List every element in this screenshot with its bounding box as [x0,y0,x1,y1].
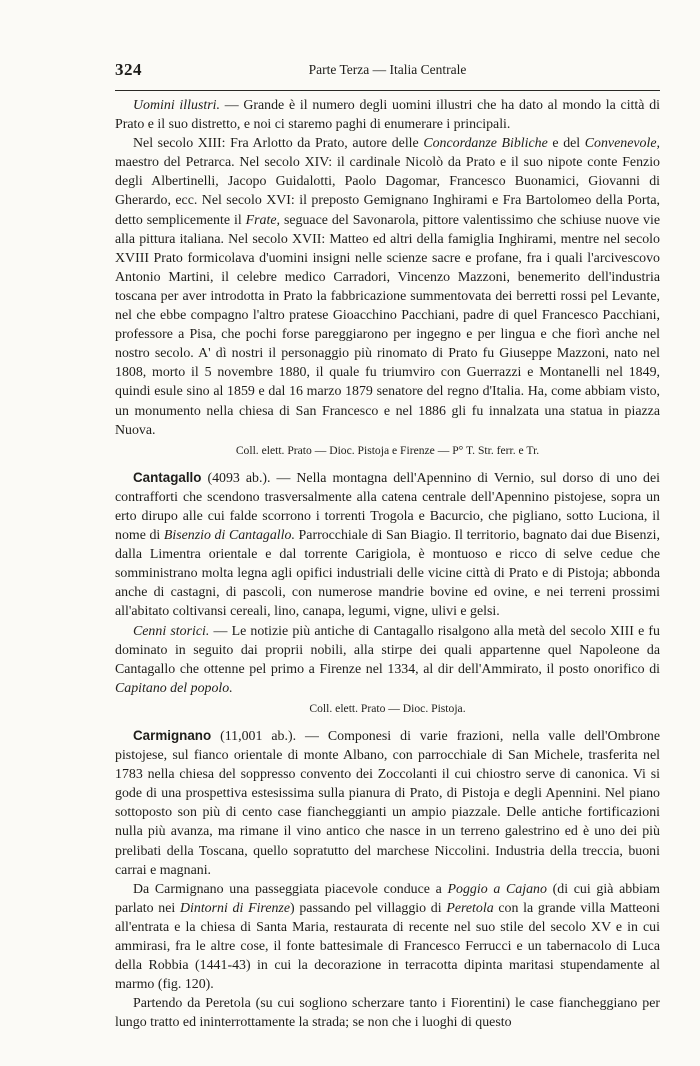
entry-carmignano [115,726,660,880]
italic-title: Dintorni di Firenze [179,900,291,916]
italic-title: Poggio a Cajano [447,881,547,897]
paragraph-text: — Le notizie più antiche di Cantagallo risalgono alla metà del secolo XIII e fu dominato in seguito dai proprii nobili, alla stirpe dei quali appartenne quel Napoleone da Cantagallo che ottenne pel primo a Firenze nel 1334, al dir dell'Ammirato, il posto onorifico di [115,623,660,677]
paragraph-text: (di cui già abbiam parlato nei [115,881,660,916]
paragraph-text: (4093 ab.). — Nella montagna dell'Apennino di Vernio, sul dorso di uno dei contrafforti che scendono trasversalmente alla catena centrale dell'Apennino pistojese, sopra un erto dirupo alle cui falde scorrono i torrenti Trogola e Bacurcio, che pigliano, sotto Luciona, il nome di [115,470,660,544]
section-heading: Uomini illustri. [133,98,220,113]
paragraph-text: — Grande è il numero degli uomini illustri che ha dato al mondo la città di Prato e il suo distretto, e noi ci staremo paghi di enumerare i principali. [115,98,660,133]
paragraph-text: Parrocchiale di San Biagio. Il territorio, bagnato dai due Bisenzi, dalla Limentra orientale e dal torrente Carigiola, è montuoso e ricco di selve cedue che somministrano molta legna agli opifici industriali delle vicine città di Prato e di Pistoja; abbonda anche di castagni, di pascoli, con numerose mandrie bovine ed ovine, e nei terreni prossimi all'abitato coltivansi cereali, lino, canapa, legumi, vigne, ulivi e gelsi. [115,528,660,620]
paragraph-uomini-illustri [115,96,660,134]
paragraph-text: Nel secolo XIII: Fra Arlotto da Prato, autore delle [133,136,424,152]
italic-title: Convenevole, [584,136,660,152]
italic-title: Peretola [446,900,494,916]
section-heading: Cenni storici. [133,623,210,639]
running-head: Parte Terza — Italia Centrale [308,62,467,77]
paragraph-cenni-storici [115,622,660,698]
page-number: 324 [115,60,142,79]
paragraph-text: ) passando pel villaggio di [290,900,447,916]
entry-cantagallo [115,468,660,622]
italic-title: Bisenzio di Cantagallo. [163,528,295,544]
paragraph-text: con la grande villa Matteoni all'entrata e la chiesa di Santa Maria, restaurata di recente nel suo stile del secolo XV e in cui ammirasi, fra le altre cose, il fonte battesimale di Francesco Ferrucci e un tabernacolo di Luca della Robbia (1441-43) in cui la decorazione in terracotta dipinta maritasi stupendamente al marmo (fig. 120). [115,900,660,993]
italic-title: Concordanze Bibliche [423,136,548,152]
paragraph-peretola: Partendo da Peretola (su cui sogliono scherzare tanto i Fiorentini) le case fiancheggiano per lungo tratto ed ininterrottamente la strada; se non che i luoghi di questo [115,996,660,1031]
paragraph-text: e del [547,136,585,152]
electoral-info-prato: Coll. elett. Prato — Dioc. Pistoja e Firenze — P° T. Str. ferr. e Tr. [235,443,540,457]
paragraph-secoli [115,134,660,440]
paragraph-text: (11,001 ab.). — Componesi di varie frazioni, nella valle dell'Ombrone pistojese, sul fianco orientale di monte Albano, con parrocchiale di San Michele, trasferita nel 1783 nella chiesa del soppresso convento dei Zoccolanti il cui chiostro serve di canonica. Vi si gode di una prospettiva estesissima sulla pianura di Prato, di Pistoja e degli Apennini. Nel piano sottoposto son più di cento case fiancheggianti un ampio piazzale. Delle antiche fortificazioni nulla più avanza, ma rimane il vino antico che nasce in un terreno galestrino ed è uno dei più prelibati della Toscana, quello sopratutto del marchese Niccolini. Industria della treccia, buoni carrai e magnani. [115,729,660,878]
entry-title: Cantagallo [133,469,202,485]
paragraph-poggio [115,880,660,995]
paragraph-text: Da Carmignano una passeggiata piacevole conduce a [133,881,448,897]
header-rule [115,90,660,91]
electoral-info-cantagallo: Coll. elett. Prato — Dioc. Pistoja. [309,701,466,715]
italic-title: Capitano del popolo. [115,680,233,696]
paragraph-text: seguace del Savonarola, pittore valentissimo che schiuse nuove vie alla pittura italiana. Nel secolo XVII: Matteo ed altri della famiglia Inghirami, mentre nel secolo XVIII Prato formicolava d'uomini insigni nelle scienze sacre e profane, fra i quali l'arcivescovo Antonio Martini, il celebre medico Carradori, Vincenzo Mazzoni, benemerito dell'industria toscana per aver introdotta in Prato la fabbricazione summentovata dei berretti rossi pel Levante, nel che ebbe compagno l'altro pratese Gioacchino Pacchiani, padre di quel Francesco Pacchiani, professore a Pisa, che pochi forse pareggiarono per ingegno e per lingua e che fiorì anche nel nostro secolo. A' dì nostri il personaggio più rinomato di Prato fu Giuseppe Mazzoni, nato nel 1808, morto il 5 novembre 1880, il quale fu triumviro con Guerrazzi e Montanelli nel 1849, quindi esule sino al 1859 e dal 16 marzo 1879 senatore del regno d'Italia. Ha, come abbiam visto, un monumento nella chiesa di San Francesco e nel 1886 gli fu innalzata una statua in piazza Nuova. [115,212,660,438]
paragraph-text: maestro del Petrarca. Nel secolo XIV: il cardinale Nicolò da Prato e il suo nipote conte Fenzio degli Albertinelli, Jacopo Guidalotti, Paolo Dagomar, Francesco Buonamici, Giovanni di Gherardo, ecc. Nel secolo XVI: il preposto Gemignano Inghirami e Fra Bartolomeo della Porta, detto semplicemente il [115,155,660,228]
entry-title: Carmignano [133,728,212,743]
page-header [115,60,660,82]
page-body [115,96,660,1033]
italic-title: Frate, [245,212,280,228]
